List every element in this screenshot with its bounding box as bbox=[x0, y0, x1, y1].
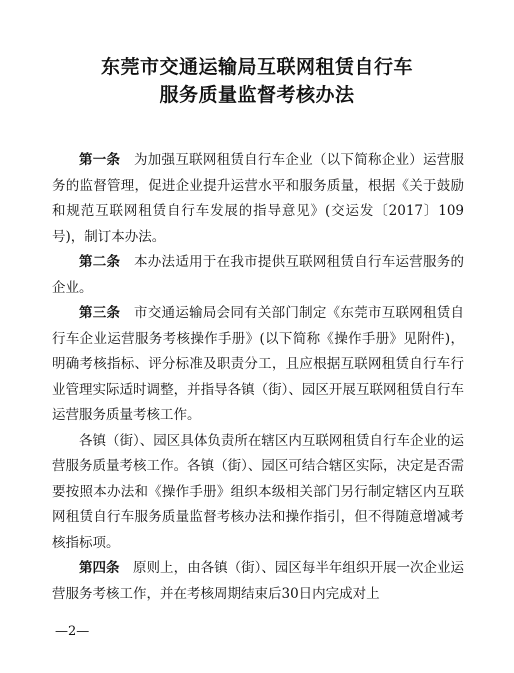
paragraph-article-2 bbox=[52, 250, 464, 301]
article-label: 第四条 bbox=[79, 560, 120, 576]
paragraph-text: 为加强互联网租赁自行车企业（以下简称企业）运营服务的监督管理，促进企业提升运营水平和服务质量，根据《关于鼓励和规范互联网租赁自行车发展的指导意见》(交运发〔2017〕109号)，制订本办法。 bbox=[52, 152, 465, 245]
page-number: —2— bbox=[55, 624, 90, 639]
paragraph-text: 原则上，由各镇（街）、园区每半年组织开展一次企业运营服务考核工作，并在考核周期结束后30日内完成对上 bbox=[52, 560, 465, 602]
paragraph-article-4 bbox=[52, 556, 464, 607]
document-body bbox=[52, 148, 464, 607]
paragraph-article-1 bbox=[52, 148, 464, 250]
paragraph-article-3-continued bbox=[52, 429, 464, 557]
article-label: 第二条 bbox=[79, 254, 121, 270]
document-title-line-1: 东莞市交通运输局互联网租赁自行车 bbox=[100, 56, 413, 78]
document-title-line-2: 服务质量监督考核办法 bbox=[159, 84, 355, 106]
article-label: 第三条 bbox=[79, 305, 121, 321]
paragraph-text: 市交通运输局会同有关部门制定《东莞市互联网租赁自行车企业运营服务考核操作手册》(以下简称《操作手册》见附件)，明确考核指标、评分标准及职责分工，且应根据互联网租赁自行车行业管理实际适时调整，并指导各镇（街）、园区开展互联网租赁自行车运营服务质量考核工作。 bbox=[52, 305, 465, 423]
paragraph-text: 本办法适用于在我市提供互联网租赁自行车运营服务的企业。 bbox=[52, 254, 465, 296]
paragraph-text: 各镇（街）、园区具体负责所在辖区内互联网租赁自行车企业的运营服务质量考核工作。各镇（街）、园区可结合辖区实际，决定是否需要按照本办法和《操作手册》组织本级相关部门另行制定辖区内互联网租赁自行车服务质量监督考核办法和操作指引，但不得随意增减考核指标项。 bbox=[52, 432, 464, 551]
paragraph-article-3 bbox=[52, 301, 464, 429]
article-label: 第一条 bbox=[79, 152, 121, 168]
